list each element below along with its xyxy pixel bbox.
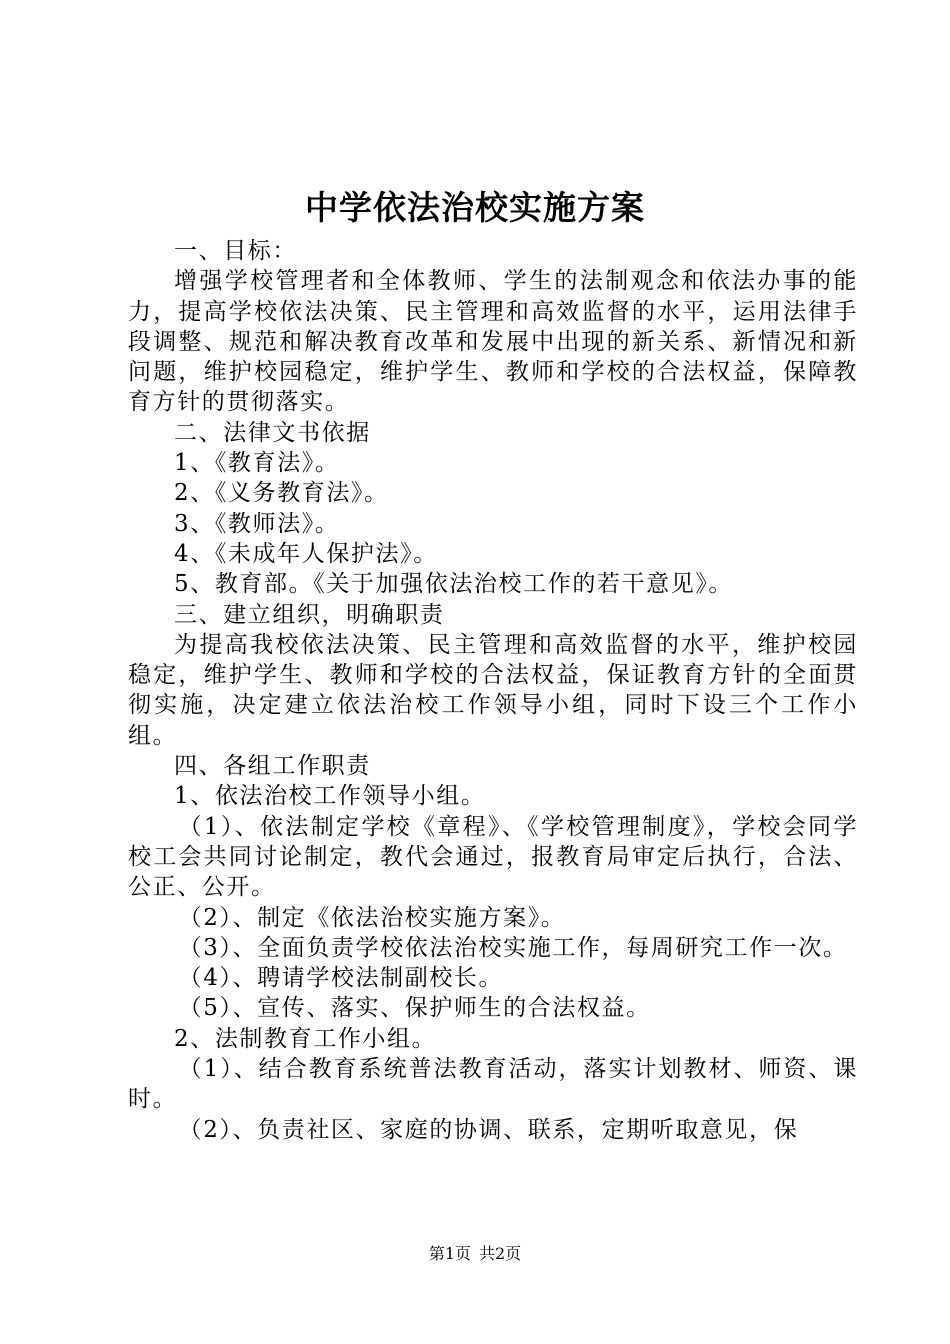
duty-item: （2）、负责社区、家庭的协调、联系，定期听取意见，保 (178, 1116, 799, 1143)
list-item-law-5: 5、教育部。《关于加强依法治校工作的若干意见》。 (174, 571, 734, 598)
duty-item: （2）、制定《依法治校实施方案》。 (178, 904, 566, 931)
section-heading-organization: 三、建立组织，明确职责 (174, 601, 445, 628)
duty-item: （5）、宣传、落实、保护师生的合法权益。 (178, 995, 651, 1022)
document-body (128, 236, 858, 1145)
document-title: 中学依法治校实施方案 (305, 188, 645, 227)
duty-item: （4）、聘请学校法制副校长。 (178, 965, 504, 992)
page-number: 第1页 (428, 1244, 471, 1263)
section-heading-goal: 一、目标： (174, 238, 297, 264)
subsection-legal-education-group: 2、法制教育工作小组。 (174, 1025, 437, 1052)
subsection-leadership-group: 1、依法治校工作领导小组。 (174, 783, 486, 810)
paragraph-goal: 增强学校管理者和全体教师、学生的法制观念和依法办事的能力，提高学校依法决策、民主管理和高效监督的水平，运用法律手段调整、规范和解决教育改革和发展中出现的新关系、新情况和新问题，维护校园稳定，维护学生、教师和学校的合法权益，保障教育方针的贯彻落实。 (128, 268, 858, 416)
duty-item: （1）、依法制定学校《章程》、《学校管理制度》，学校会同学校工会共同讨论制定，教代会通过，报教育局审定后执行，合法、公正、公开。 (128, 813, 858, 901)
page-total: 共2页 (479, 1244, 522, 1263)
paragraph-organization: 为提高我校依法决策、民主管理和高效监督的水平，维护校园稳定，维护学生、教师和学校的合法权益，保证教育方针的全面贯彻实施，决定建立依法治校工作领导小组，同时下设三个工作小组。 (128, 631, 858, 749)
list-item-law-4: 4、《未成年人保护法》。 (174, 540, 438, 567)
page-footer (0, 1244, 950, 1264)
duty-item: （1）、结合教育系统普法教育活动，落实计划教材、师资、课时。 (128, 1056, 858, 1113)
list-item-law-2: 2、《义务教育法》。 (174, 480, 389, 507)
section-heading-legal-basis: 二、法律文书依据 (174, 419, 371, 446)
list-item-law-1: 1、《教育法》。 (174, 450, 340, 477)
section-heading-duties: 四、各组工作职责 (174, 753, 371, 780)
list-item-law-3: 3、《教师法》。 (174, 510, 340, 537)
duty-item: （3）、全面负责学校依法治校实施工作，每周研究工作一次。 (178, 934, 848, 961)
